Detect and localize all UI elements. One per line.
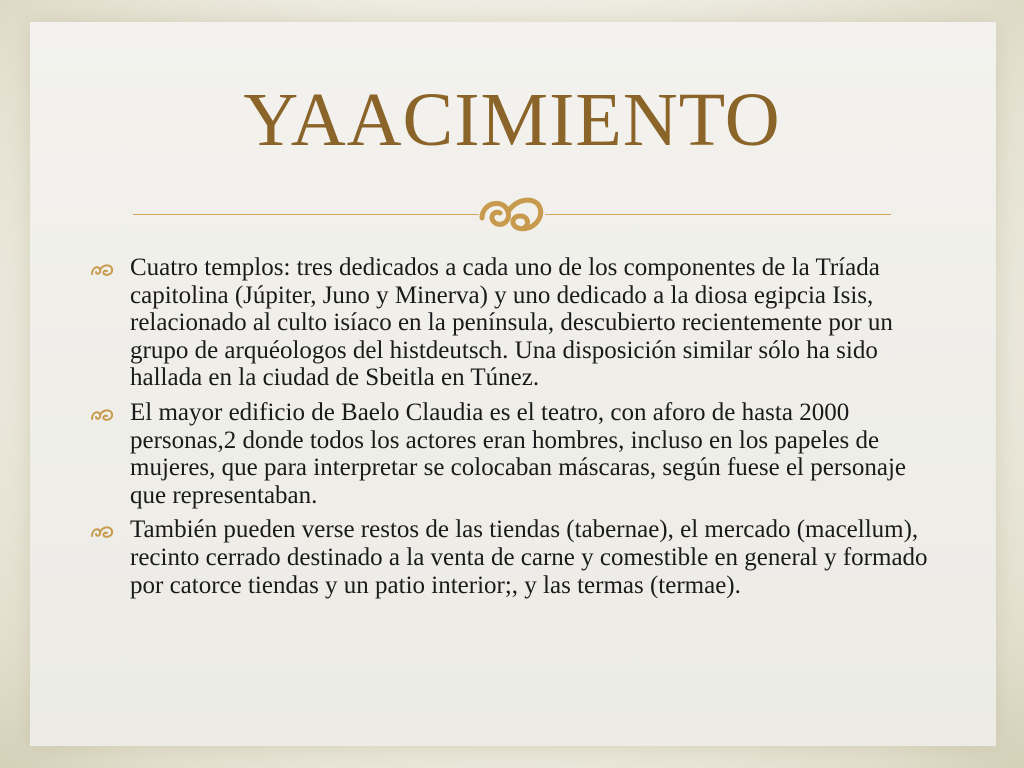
bullet-text: Cuatro templos: tres dedicados a cada uno de los componentes de la Tríada capitolina (Júpiter, Juno y Minerva) y uno dedicado a la diosa egipcia Isis, relacionado al culto isíaco en la península, descubierto recientemente por un grupo de arquéologos del histdeutsch. Una disposición similar sólo ha sido hallada en la ciudad de Sbeitla en Túnez.	[130, 254, 893, 392]
title-divider-right	[545, 214, 891, 215]
title-divider-left	[133, 214, 479, 215]
bullet-list	[86, 254, 946, 606]
slide-title: YAACIMIENTO	[243, 78, 781, 162]
scroll-bullet-icon	[90, 524, 116, 540]
list-item	[86, 516, 946, 599]
scroll-bullet-icon	[90, 407, 116, 423]
bullet-text: También pueden verse restos de las tiendas (tabernae), el mercado (macellum), recinto cerrado destinado a la venta de carne y comestible en general y formado por catorce tiendas y un patio interior;, y las termas (termae).	[130, 516, 928, 599]
list-item	[86, 399, 946, 509]
bullet-text: El mayor edificio de Baelo Claudia es el teatro, con aforo de hasta 2000 personas,2 donde todos los actores eran hombres, incluso en los papeles de mujeres, que para interpretar se colocaban máscaras, según fuese el personaje que representaban.	[130, 398, 907, 509]
scroll-bullet-icon	[90, 262, 116, 278]
list-item	[86, 254, 946, 392]
decorative-swirl-icon	[474, 188, 550, 240]
